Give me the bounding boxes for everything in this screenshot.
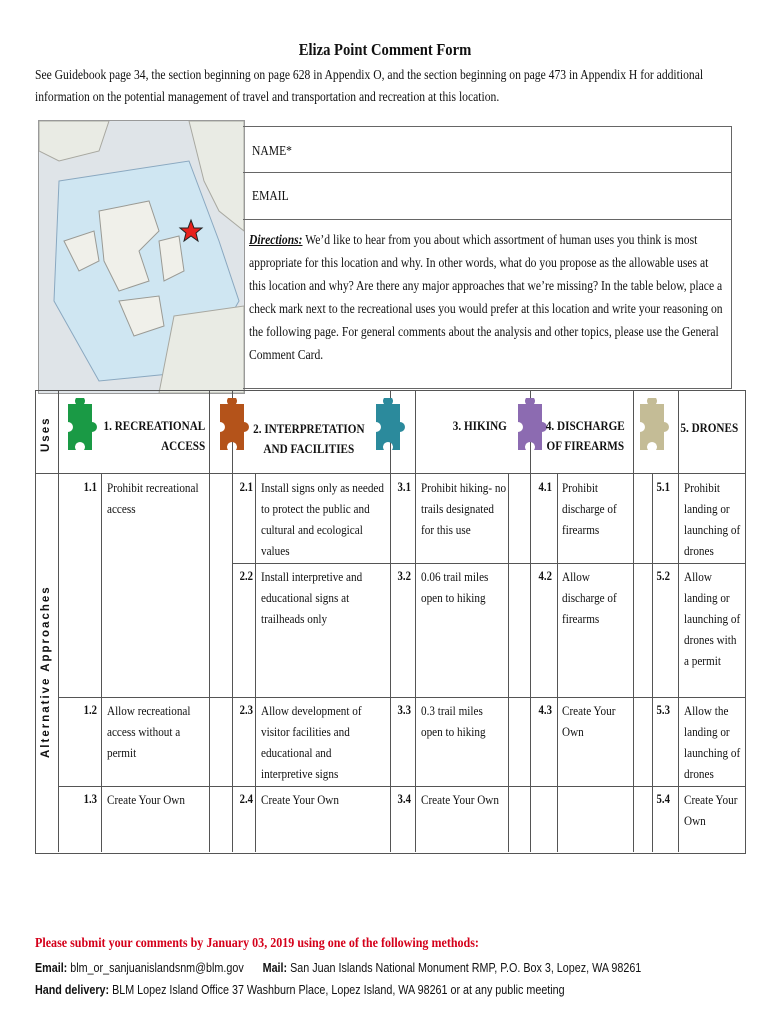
email-link[interactable]: blm_or_sanjuanislandsnm@blm.gov (67, 961, 244, 975)
option-text: Allow development of visitor facilities and educational and interpretive signs (261, 703, 362, 781)
option-number: 2.4 (239, 792, 253, 806)
option-text: Prohibit hiking- no trails designated for this use (421, 480, 507, 537)
option-text: Prohibit landing or launching of drones (684, 480, 741, 558)
option-number: 1.1 (83, 480, 97, 494)
option-text: Allow recreational access without a permit (107, 703, 191, 760)
email-field[interactable] (320, 204, 720, 218)
option-text: Create Your Own (421, 792, 499, 807)
column-header-drones: 5. DRONES (680, 420, 738, 435)
option-number: 4.1 (538, 480, 552, 494)
option-text: Allow landing or launching of drones with a permit (684, 569, 741, 668)
option-text: Allow the landing or launching of drones (684, 703, 741, 781)
option-text: Create Your Own (261, 792, 339, 807)
submit-email-line: Email: blm_or_sanjuanislandsnm@blm.gov Mail: San Juan Islands National Monument RMP, P.O. Box 3, Lopez, WA 98261 (35, 961, 642, 975)
puzzle-tan-icon (632, 398, 672, 460)
option-number: 3.1 (397, 480, 411, 494)
directions-text: Directions: We’d like to hear from you about which assortment of human uses you think is most appropriate for this location and why. In other words, what do you propose as the allowable uses at this location and why? Are there any major approaches that we’re missing? In the table below, place a check mark next to the recreational uses you would prefer at this location and write your reasoning on the following page. For general comments about the analysis and other topics, please use the General Comment Card. (249, 232, 723, 362)
puzzle-teal-icon (368, 398, 408, 460)
option-text: Create Your Own (107, 792, 185, 807)
intro-text: See Guidebook page 34, the section beginning on page 628 in Appendix O, and the section beginning on page 473 in Appendix H for additional information on the potential management of travel and transportation and recreation at this location. (35, 67, 704, 104)
email-label: EMAIL (252, 188, 289, 203)
option-number: 4.3 (538, 703, 552, 717)
puzzle-green-icon (60, 398, 100, 460)
option-number: 4.2 (538, 569, 552, 583)
puzzle-purple-icon (510, 398, 550, 460)
name-field[interactable] (320, 158, 720, 172)
option-number: 2.3 (239, 703, 253, 717)
option-number: 5.2 (656, 569, 670, 583)
checkbox-column-3[interactable] (509, 474, 530, 851)
option-number: 5.3 (656, 703, 670, 717)
option-number: 1.2 (83, 703, 97, 717)
option-text: Allow discharge of firearms (562, 569, 617, 626)
column-header-hiking: 3. HIKING (452, 418, 507, 433)
option-text: 0.3 trail miles open to hiking (421, 703, 486, 739)
option-number: 2.2 (239, 569, 253, 583)
option-text: Prohibit discharge of firearms (562, 480, 617, 537)
option-number: 2.1 (239, 480, 253, 494)
name-label: NAME* (252, 143, 292, 158)
form-title: Eliza Point Comment Form (298, 40, 472, 59)
option-text: Prohibit recreational access (107, 480, 199, 516)
uses-label: Uses (40, 416, 52, 452)
submit-notice: Please submit your comments by January 03, 2019 using one of the following methods: (35, 936, 479, 951)
option-number: 5.1 (656, 480, 670, 494)
option-text: Install signs only as needed to protect the public and cultural and ecological values (261, 480, 384, 558)
option-number: 1.3 (83, 792, 97, 806)
submit-hand-delivery-line: Hand delivery: BLM Lopez Island Office 37 Washburn Place, Lopez Island, WA 98261 or at any public meeting (35, 983, 565, 997)
puzzle-orange-icon (212, 398, 252, 460)
option-number: 3.4 (397, 792, 411, 806)
option-text: Install interpretive and educational signs at trailheads only (261, 569, 363, 626)
column-header-recreational-access: 1. RECREATIONAL ACCESS (103, 418, 205, 453)
option-number: 3.3 (397, 703, 411, 717)
option-text: Create Your Own (562, 703, 616, 739)
checkbox-column-1[interactable] (210, 474, 232, 785)
location-map (38, 120, 245, 394)
approaches-label: Alternative Approaches (40, 585, 52, 758)
column-header-firearms: 4. DISCHARGE OF FIREARMS (546, 418, 625, 453)
option-text: 0.06 trail miles open to hiking (421, 569, 489, 605)
option-number: 3.2 (397, 569, 411, 583)
option-number: 5.4 (656, 792, 670, 806)
column-header-interpretation: 2. INTERPRETATION AND FACILITIES (253, 421, 365, 456)
option-text: Create Your Own (684, 792, 738, 828)
